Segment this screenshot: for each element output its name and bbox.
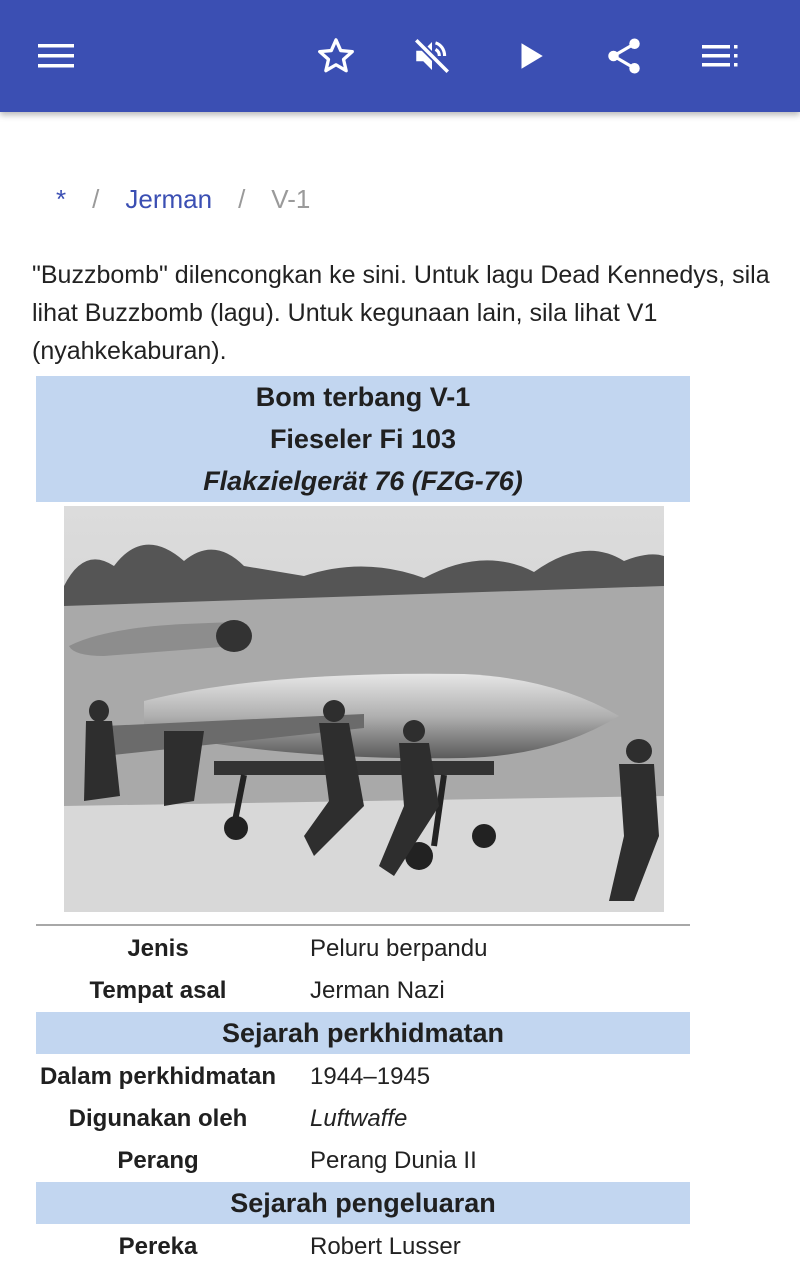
play-button[interactable] bbox=[500, 26, 560, 86]
volume-off-icon bbox=[411, 35, 453, 77]
v1-missile-photo[interactable] bbox=[64, 506, 664, 912]
section-header-service: Sejarah perkhidmatan bbox=[36, 1012, 690, 1054]
row-value[interactable]: Jerman Nazi bbox=[310, 977, 445, 1004]
breadcrumb-parent[interactable]: Jerman bbox=[125, 183, 213, 214]
section-header-production: Sejarah pengeluaran bbox=[36, 1182, 690, 1224]
share-icon bbox=[603, 35, 645, 77]
row-value[interactable]: Luftwaffe bbox=[310, 1105, 408, 1132]
row-label: Dalam perkhidmatan bbox=[39, 1063, 277, 1090]
infobox-row bbox=[36, 1056, 690, 1098]
row-label: Tempat asal bbox=[89, 977, 227, 1004]
infobox-row bbox=[36, 928, 690, 970]
infobox-divider bbox=[36, 924, 690, 926]
menu-icon bbox=[36, 41, 76, 71]
menu-button[interactable] bbox=[26, 26, 86, 86]
row-label: Perang bbox=[117, 1147, 199, 1174]
breadcrumb-separator: / bbox=[238, 183, 246, 214]
row-value[interactable]: Robert Lusser bbox=[310, 1233, 461, 1260]
infobox-alt-name: Flakzielgerät 76 (FZG-76) bbox=[203, 466, 523, 496]
infobox-subtitle: Fieseler Fi 103 bbox=[269, 424, 457, 454]
playlist-icon bbox=[700, 41, 740, 71]
infobox-image-frame bbox=[36, 506, 690, 912]
breadcrumb-home[interactable]: * bbox=[56, 183, 67, 214]
row-label: Pereka bbox=[118, 1233, 198, 1260]
mute-button[interactable] bbox=[402, 26, 462, 86]
contents-button[interactable] bbox=[690, 26, 750, 86]
row-value: 1944–1945 bbox=[310, 1063, 431, 1090]
breadcrumb bbox=[56, 182, 310, 216]
share-button[interactable] bbox=[594, 26, 654, 86]
infobox-header bbox=[36, 376, 690, 502]
infobox bbox=[36, 376, 690, 1268]
infobox-row bbox=[36, 970, 690, 1012]
hatnote: "Buzzbomb" dilencongkan ke sini. Untuk lagu Dead Kennedys, sila lihat Buzzbomb (lagu). Untuk kegunaan lain, sila lihat V1 (nyahkekaburan). bbox=[32, 261, 770, 365]
row-label: Digunakan oleh bbox=[68, 1105, 248, 1132]
breadcrumb-current: V-1 bbox=[271, 183, 311, 214]
infobox-row bbox=[36, 1098, 690, 1140]
play-icon bbox=[513, 39, 547, 73]
row-label: Jenis bbox=[127, 935, 189, 962]
infobox-row bbox=[36, 1140, 690, 1182]
star-icon bbox=[315, 35, 357, 77]
app-bar bbox=[0, 0, 800, 112]
infobox-row bbox=[36, 1226, 690, 1268]
infobox-title: Bom terbang V-1 bbox=[255, 382, 471, 412]
row-value[interactable]: Perang Dunia II bbox=[310, 1147, 477, 1174]
breadcrumb-separator: / bbox=[92, 183, 100, 214]
favorite-button[interactable] bbox=[306, 26, 366, 86]
row-value[interactable]: Peluru berpandu bbox=[310, 935, 488, 962]
